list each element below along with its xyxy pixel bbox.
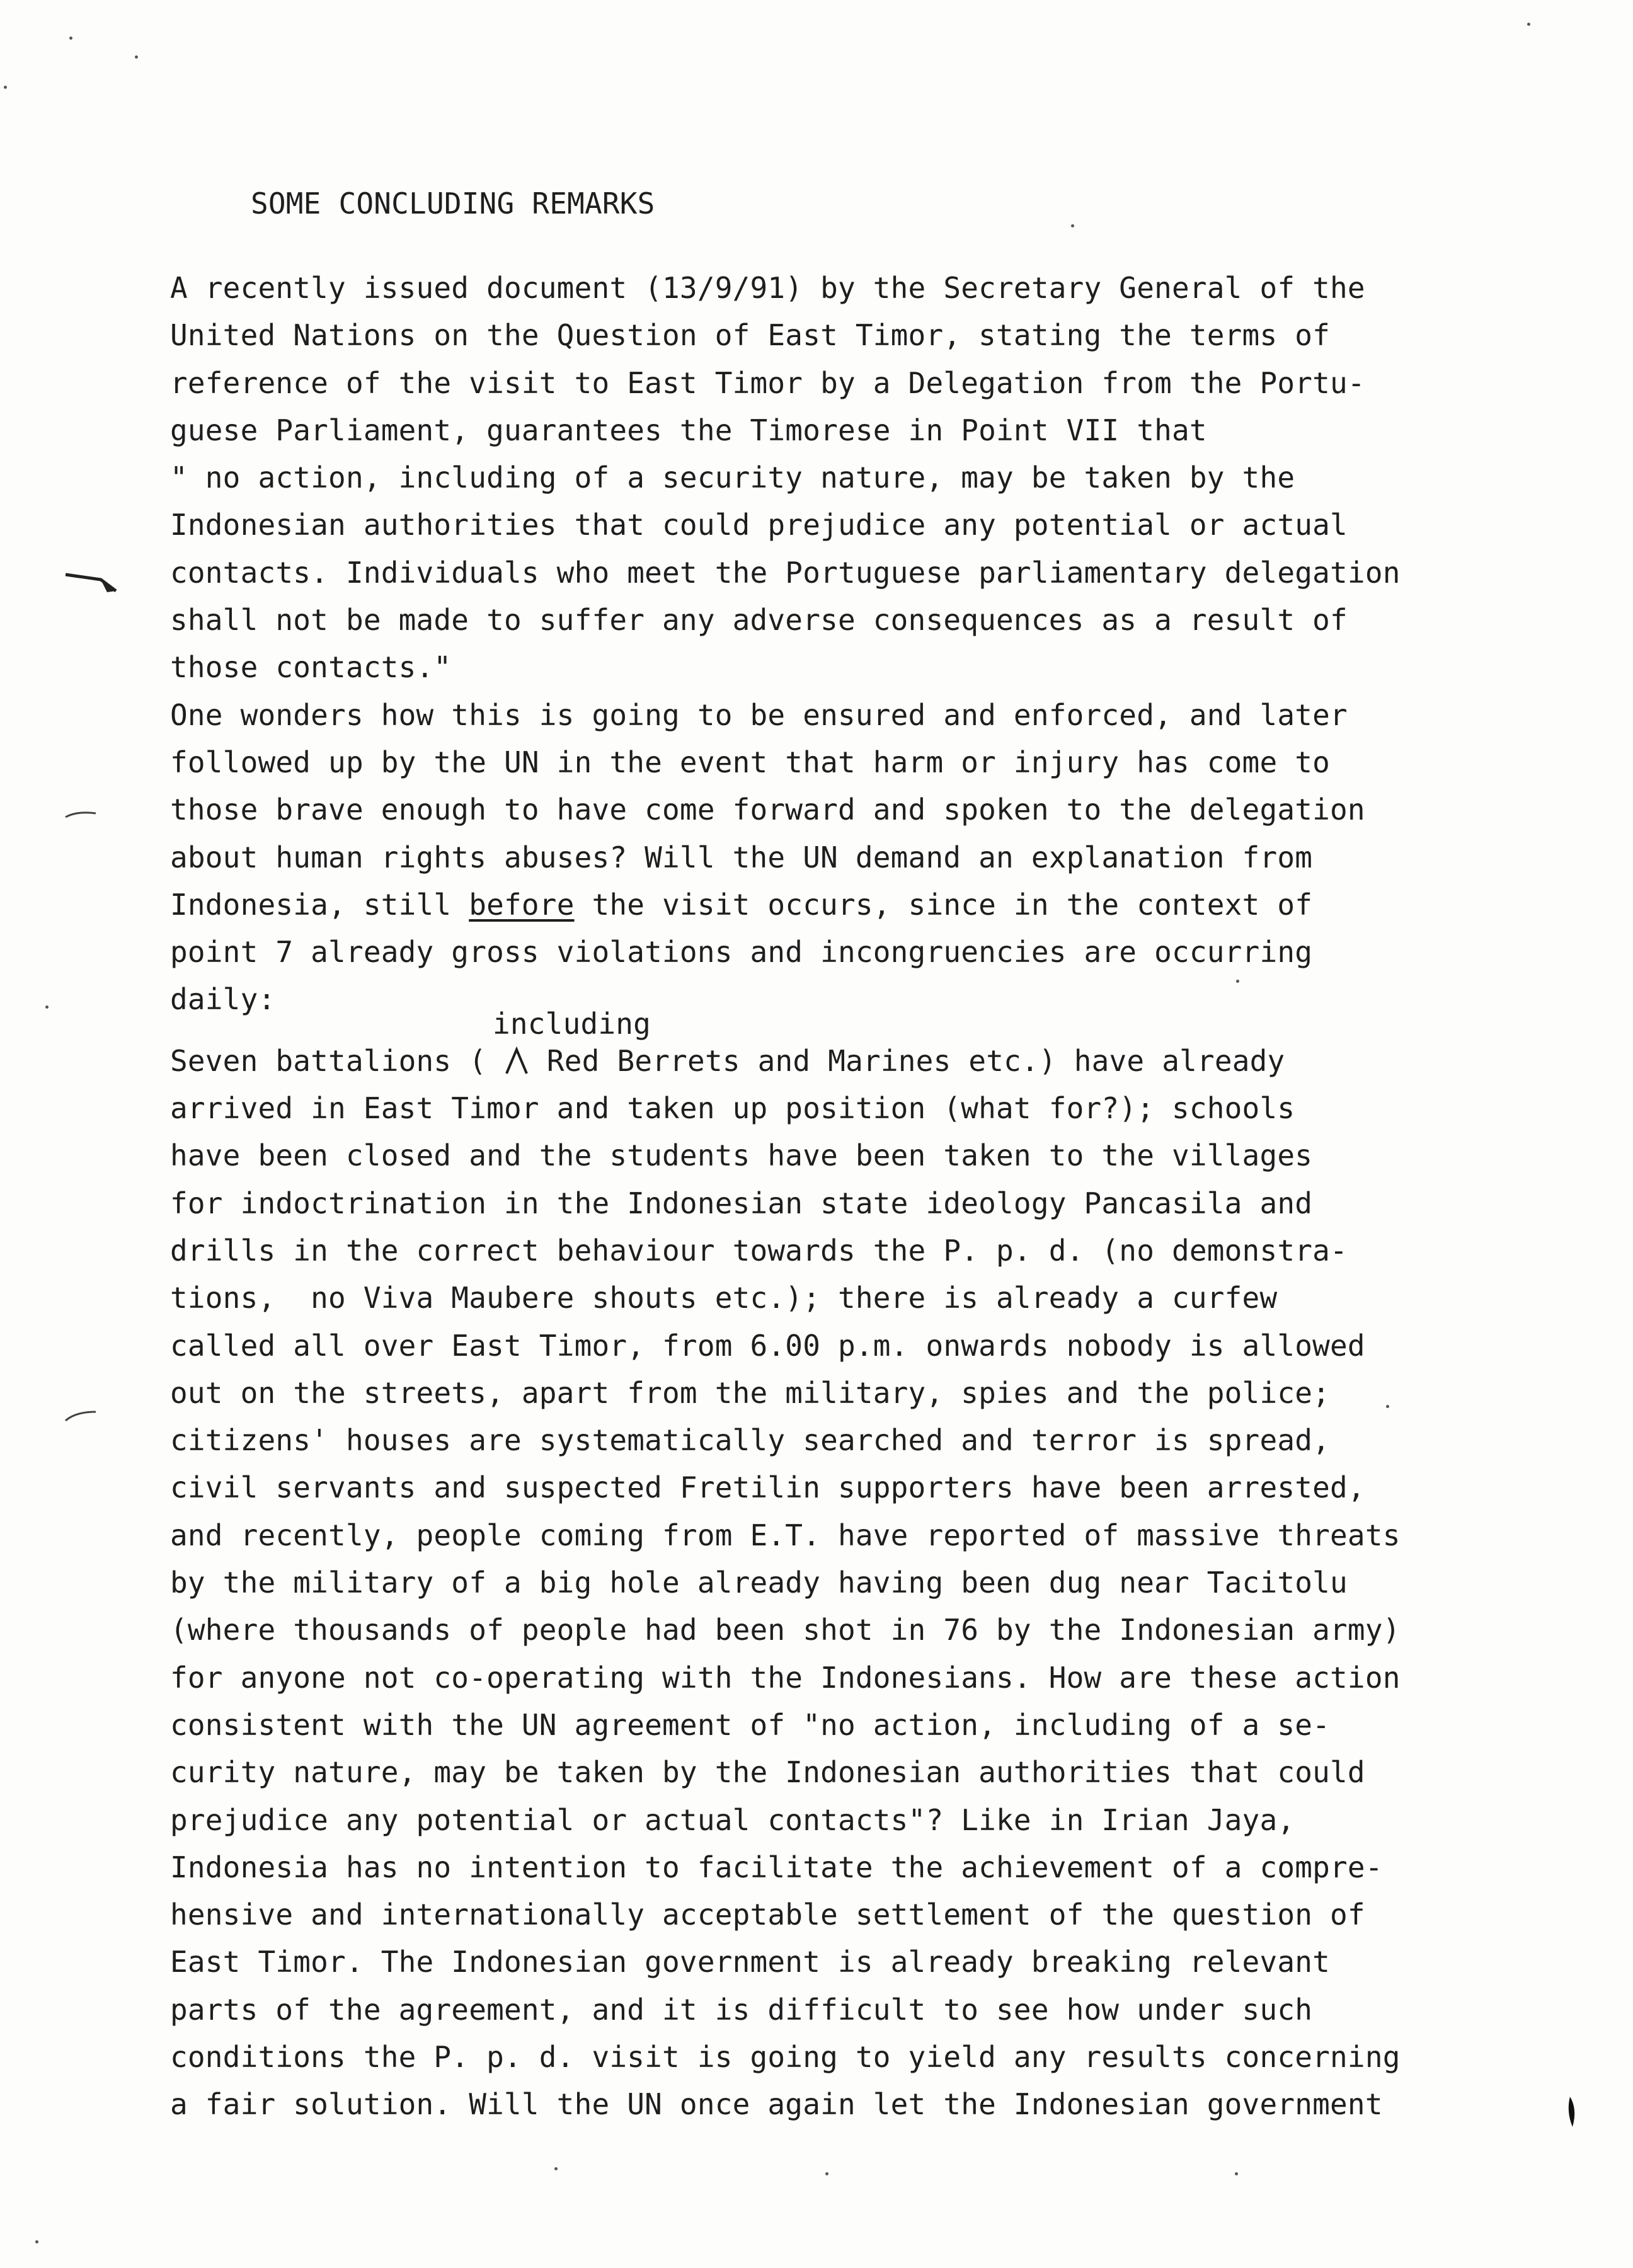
text-line: East Timor. The Indonesian government is already breaking relevant <box>170 1945 1331 1979</box>
text-line: Indonesia has no intention to facilitate the achievement of a compre- <box>170 1850 1383 1884</box>
text-line: citizens' houses are systematically searched and terror is spread, <box>170 1423 1331 1458</box>
text-line: for indoctrination in the Indonesian state ideology Pancasila and <box>170 1186 1313 1220</box>
hole-punch-mark-icon <box>1564 2093 1583 2131</box>
text-line: followed up by the UN in the event that harm or injury has come to <box>170 745 1331 779</box>
text-line: hensive and internationally acceptable settlement of the question of <box>170 1898 1365 1932</box>
text-line: civil servants and suspected Fretilin supporters have been arrested, <box>170 1470 1365 1505</box>
text-line: curity nature, may be taken by the Indonesian authorities that could <box>170 1755 1365 1790</box>
text-line: prejudice any potential or actual contacts"? Like in Irian Jaya, <box>170 1802 1295 1837</box>
text-line: and recently, people coming from E.T. have reported of massive threats <box>170 1518 1401 1552</box>
text-line: a fair solution. Will the UN once again let the Indonesian government <box>170 2087 1383 2122</box>
text-line: by the military of a big hole already having been dug near Tacitolu <box>170 1566 1348 1600</box>
text-line: called all over East Timor, from 6.00 p.m. onwards nobody is allowed <box>170 1328 1365 1363</box>
text-line: those contacts." <box>170 650 452 685</box>
page-heading: SOME CONCLUDING REMARKS <box>251 186 655 220</box>
text-line: those brave enough to have come forward and spoken to the delegation <box>170 793 1365 827</box>
text-line: Indonesian authorities that could prejudice any potential or actual <box>170 508 1348 542</box>
text-line: reference of the visit to East Timor by a Delegation from the Portu- <box>170 365 1365 400</box>
text-line: contacts. Individuals who meet the Portuguese parliamentary delegation <box>170 555 1401 590</box>
paper-speck <box>1527 23 1530 26</box>
paper-speck <box>45 1005 49 1009</box>
text-line: have been closed and the students have been taken to the villages <box>170 1138 1313 1173</box>
paper-speck <box>1386 1405 1389 1408</box>
text-segment: the visit occurs, since in the context of <box>574 887 1313 922</box>
text-line: arrived in East Timor and taken up position (what for?); schools <box>170 1091 1295 1126</box>
text-line: for anyone not co-operating with the Indonesians. How are these action <box>170 1660 1401 1695</box>
text-line: " no action, including of a security nature, may be taken by the <box>170 461 1295 495</box>
text-line: point 7 already gross violations and incongruencies are occurring <box>170 935 1313 970</box>
margin-arrow-icon <box>63 567 120 598</box>
margin-dash-icon <box>63 808 101 821</box>
text-line: United Nations on the Question of East Timor, stating the terms of <box>170 318 1331 353</box>
text-segment: Seven battalions ( <box>170 1043 504 1078</box>
body-text <box>170 265 1619 2129</box>
text-line: about human rights abuses? Will the UN demand an explanation from <box>170 840 1313 874</box>
text-line: (where thousands of people had been shot in 76 by the Indonesian army) <box>170 1613 1401 1647</box>
text-line: parts of the agreement, and it is difficult to see how under such <box>170 1992 1313 2027</box>
text-line: drills in the correct behaviour towards the P. p. d. (no demonstra- <box>170 1233 1348 1268</box>
paper-speck <box>69 37 72 40</box>
handwritten-insertion: including <box>493 1007 651 1041</box>
text-line: daily: <box>170 982 276 1017</box>
text-line: out on the streets, apart from the military, spies and the police; <box>170 1375 1331 1410</box>
insertion-caret-icon <box>504 1041 529 1070</box>
paper-speck <box>825 2172 828 2175</box>
paper-speck <box>1236 980 1239 983</box>
text-line: shall not be made to suffer any adverse consequences as a result of <box>170 603 1348 638</box>
paper-speck <box>554 2167 558 2170</box>
text-segment: Red Berrets and Marines etc.) have already <box>529 1043 1285 1078</box>
text-line: guese Parliament, guarantees the Timorese in Point VII that <box>170 413 1207 447</box>
text-line: consistent with the UN agreement of "no action, including of a se- <box>170 1707 1331 1742</box>
paper-speck <box>4 86 7 89</box>
text-line: tions, no Viva Maubere shouts etc.); there is already a curfew <box>170 1281 1278 1315</box>
text-line: conditions the P. p. d. visit is going to yield any results concerning <box>170 2039 1401 2074</box>
paper-speck <box>1071 224 1074 227</box>
text-line: A recently issued document (13/9/91) by the Secretary General of the <box>170 271 1365 305</box>
underlined-word: before <box>469 887 575 922</box>
text-line-with-insertion <box>170 1038 1619 1085</box>
text-line-underlined <box>170 881 1619 929</box>
paper-speck <box>1235 2172 1238 2175</box>
text-segment: Indonesia, still <box>170 887 469 922</box>
paper-speck <box>35 2240 38 2243</box>
margin-dash-icon <box>63 1408 101 1423</box>
text-line: One wonders how this is going to be ensured and enforced, and later <box>170 697 1348 732</box>
paper-speck <box>135 55 138 59</box>
